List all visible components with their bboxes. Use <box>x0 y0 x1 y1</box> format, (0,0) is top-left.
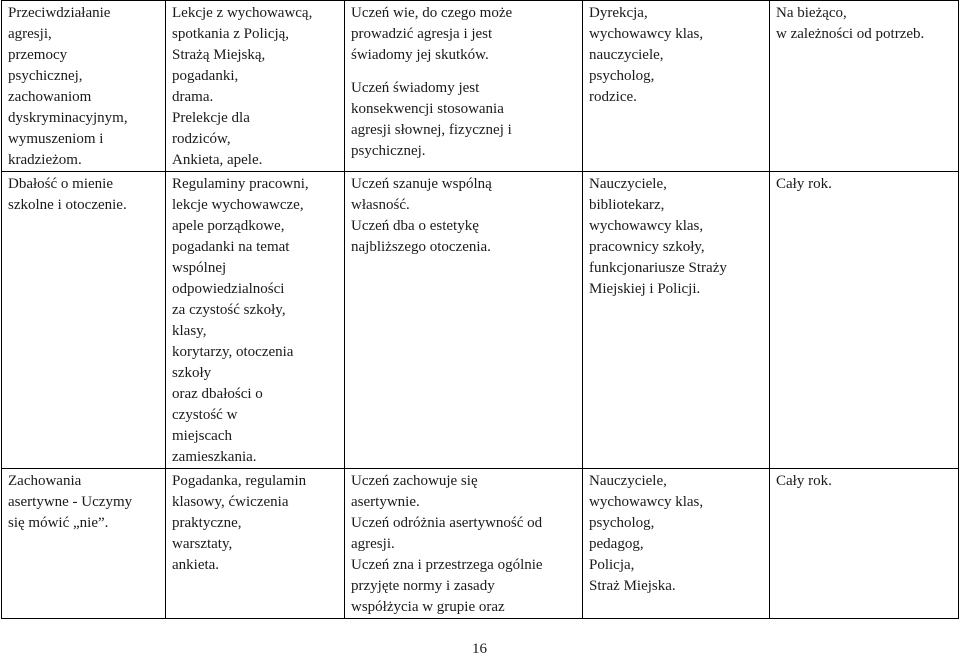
cell-line: Na bieżąco, <box>776 5 847 21</box>
cell-line: spotkania z Policją, <box>172 26 290 42</box>
cell-line: Uczeń dba o estetykę <box>351 218 479 234</box>
cell-line: konsekwencji stosowania <box>351 101 504 117</box>
methods-cell <box>166 1 345 172</box>
cell-line: czystość w <box>172 407 238 423</box>
cell-line: w zależności od potrzeb. <box>776 26 925 42</box>
cell-line: zamieszkania. <box>172 449 257 465</box>
responsible-cell <box>583 1 770 172</box>
cell-line: wychowawcy klas, <box>589 218 704 234</box>
cell-line: klasowy, ćwiczenia <box>172 494 289 510</box>
methods-cell <box>166 469 345 619</box>
cell-line: własność. <box>351 197 410 213</box>
cell-line: warsztaty, <box>172 536 233 552</box>
cell-line: Dbałość o mienie <box>8 176 113 192</box>
cell-line: nauczyciele, <box>589 47 664 63</box>
cell-text-block <box>589 471 763 597</box>
cell-line: lekcje wychowawcze, <box>172 197 304 213</box>
cell-line: Prelekcje dla <box>172 110 250 126</box>
cell-line: Uczeń zna i przestrzega ogólnie <box>351 557 543 573</box>
cell-text-block <box>589 3 763 108</box>
cell-line: ankieta. <box>172 557 220 573</box>
cell-line: Miejskiej i Policji. <box>589 281 701 297</box>
cell-line: Ankieta, apele. <box>172 152 263 168</box>
cell-line: pracownicy szkoły, <box>589 239 705 255</box>
goal-cell <box>2 172 166 469</box>
cell-line: prowadzić agresja i jest <box>351 26 493 42</box>
cell-line: Nauczyciele, <box>589 176 667 192</box>
cell-line: psychicznej. <box>351 143 426 159</box>
cell-line: apele porządkowe, <box>172 218 285 234</box>
cell-text-block <box>172 174 338 468</box>
cell-line: wymuszeniom i <box>8 131 104 147</box>
cell-text-block <box>776 174 952 195</box>
cell-line: pogadanki, <box>172 68 239 84</box>
cell-line: współżycia w grupie oraz <box>351 599 505 615</box>
cell-line: asertywnie. <box>351 494 420 510</box>
cell-line: asertywne - Uczymy <box>8 494 133 510</box>
cell-line: Straż Miejska. <box>589 578 676 594</box>
cell-line: Lekcje z wychowawcą, <box>172 5 313 21</box>
cell-line: agresji, <box>8 26 52 42</box>
cell-line: Uczeń zachowuje się <box>351 473 478 489</box>
cell-line: zachowaniom <box>8 89 92 105</box>
cell-line: klasy, <box>172 323 207 339</box>
table-row <box>2 1 959 172</box>
cell-line: psycholog, <box>589 68 655 84</box>
cell-line: szkolne i otoczenie. <box>8 197 127 213</box>
cell-text-block <box>351 78 576 162</box>
cell-line: praktyczne, <box>172 515 242 531</box>
cell-line: bibliotekarz, <box>589 197 665 213</box>
goal-cell <box>2 469 166 619</box>
cell-line: Przeciwdziałanie <box>8 5 111 21</box>
cell-line: wychowawcy klas, <box>589 26 704 42</box>
cell-line: rodziców, <box>172 131 231 147</box>
outcomes-cell <box>345 1 583 172</box>
cell-line: Nauczyciele, <box>589 473 667 489</box>
cell-line: dyskryminacyjnym, <box>8 110 128 126</box>
cell-line: wychowawcy klas, <box>589 494 704 510</box>
cell-line: kradzieżom. <box>8 152 82 168</box>
cell-line: Uczeń szanuje wspólną <box>351 176 492 192</box>
cell-line: miejscach <box>172 428 232 444</box>
cell-text-block <box>8 3 159 171</box>
cell-line: Regulaminy pracowni, <box>172 176 309 192</box>
cell-line: Dyrekcja, <box>589 5 648 21</box>
cell-line: Zachowania <box>8 473 82 489</box>
cell-line: rodzice. <box>589 89 637 105</box>
cell-line: Policja, <box>589 557 635 573</box>
cell-line: Cały rok. <box>776 473 832 489</box>
cell-line: psychicznej, <box>8 68 83 84</box>
outcomes-cell <box>345 172 583 469</box>
cell-line: Pogadanka, regulamin <box>172 473 307 489</box>
table-row <box>2 469 959 619</box>
cell-line: Uczeń wie, do czego może <box>351 5 513 21</box>
cell-text-block <box>351 174 576 258</box>
cell-line: świadomy jej skutków. <box>351 47 489 63</box>
cell-text-block <box>172 471 338 576</box>
cell-line: pedagog, <box>589 536 644 552</box>
cell-line: pogadanki na temat <box>172 239 290 255</box>
page-number: 16 <box>472 641 487 657</box>
cell-text-block <box>589 174 763 300</box>
timeline-cell <box>770 1 959 172</box>
cell-line: szkoły <box>172 365 212 381</box>
timeline-cell <box>770 469 959 619</box>
cell-line: drama. <box>172 89 214 105</box>
cell-line: Cały rok. <box>776 176 832 192</box>
cell-line: Strażą Miejską, <box>172 47 266 63</box>
goal-cell <box>2 1 166 172</box>
cell-line: korytarzy, otoczenia <box>172 344 294 360</box>
cell-text-block <box>351 471 576 618</box>
document-table <box>1 0 959 619</box>
cell-line: najbliższego otoczenia. <box>351 239 491 255</box>
cell-text-block <box>8 174 159 216</box>
responsible-cell <box>583 172 770 469</box>
cell-line: odpowiedzialności <box>172 281 285 297</box>
timeline-cell <box>770 172 959 469</box>
cell-line: psycholog, <box>589 515 655 531</box>
cell-text-block <box>351 3 576 66</box>
cell-line: funkcjonariusze Straży <box>589 260 727 276</box>
cell-line: Uczeń odróżnia asertywność od <box>351 515 543 531</box>
cell-text-block <box>776 471 952 492</box>
cell-text-block <box>776 3 952 45</box>
responsible-cell <box>583 469 770 619</box>
cell-text-block <box>8 471 159 534</box>
cell-line: się mówić „nie”. <box>8 515 109 531</box>
cell-line: agresji. <box>351 536 395 552</box>
cell-line: agresji słownej, fizycznej i <box>351 122 512 138</box>
cell-line: przyjęte normy i zasady <box>351 578 495 594</box>
cell-line: przemocy <box>8 47 68 63</box>
table-row <box>2 172 959 469</box>
cell-text-block <box>172 3 338 171</box>
cell-line: za czystość szkoły, <box>172 302 286 318</box>
cell-line: oraz dbałości o <box>172 386 263 402</box>
cell-line: wspólnej <box>172 260 227 276</box>
methods-cell <box>166 172 345 469</box>
cell-line: Uczeń świadomy jest <box>351 80 480 96</box>
outcomes-cell <box>345 469 583 619</box>
